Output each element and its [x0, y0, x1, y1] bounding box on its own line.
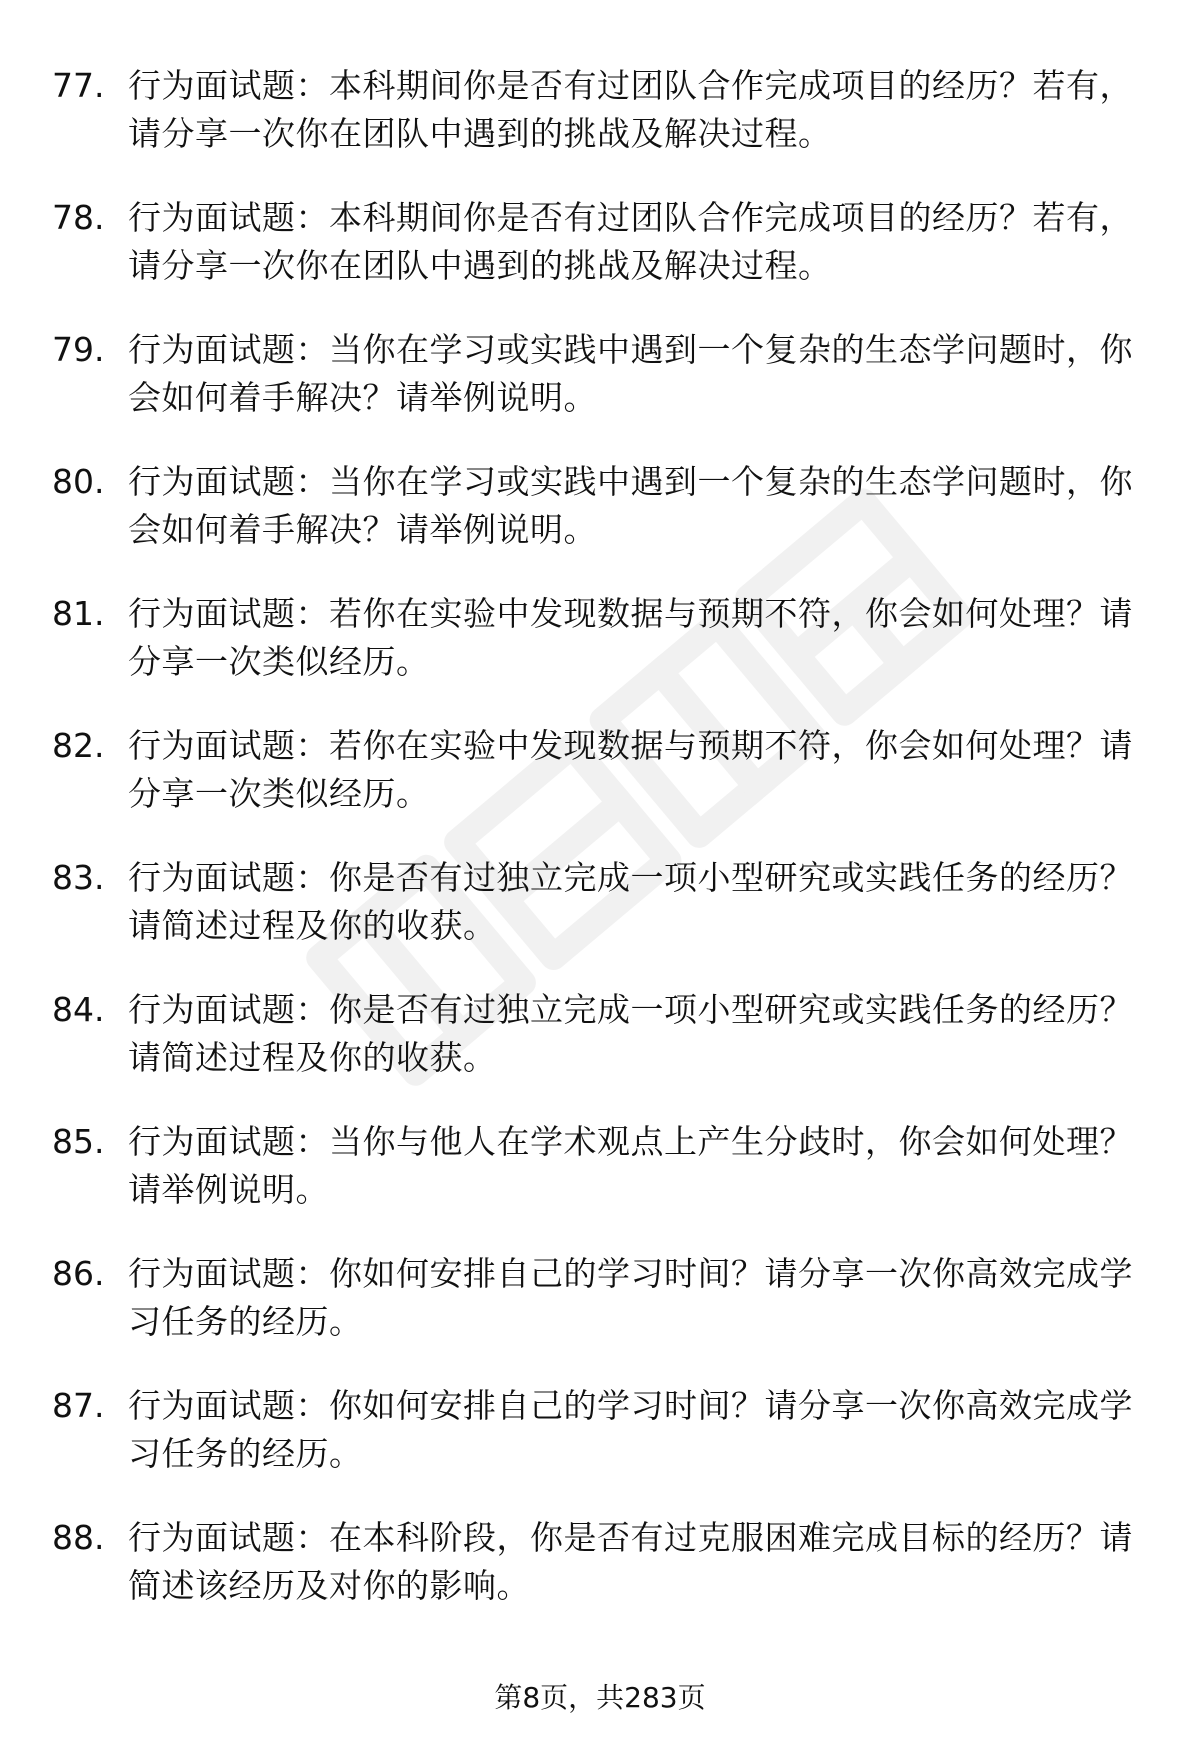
question-text: 行为面试题：当你在学习或实践中遇到一个复杂的生态学问题时，你会如何着手解决？请举例说明。	[128, 330, 1133, 417]
question-list	[0, 62, 1200, 1646]
list-item	[0, 1514, 1200, 1646]
page-number-footer: 第8页，共283页	[494, 1681, 706, 1714]
list-item	[0, 62, 1200, 194]
question-text: 行为面试题：若你在实验中发现数据与预期不符，你会如何处理？请分享一次类似经历。	[128, 726, 1133, 813]
question-text: 行为面试题：本科期间你是否有过团队合作完成项目的经历？若有，请分享一次你在团队中遇到的挑战及解决过程。	[128, 198, 1133, 285]
question-number: 78.	[52, 198, 105, 237]
question-text: 行为面试题：你如何安排自己的学习时间？请分享一次你高效完成学习任务的经历。	[128, 1386, 1133, 1473]
question-text: 行为面试题：若你在实验中发现数据与预期不符，你会如何处理？请分享一次类似经历。	[128, 594, 1133, 681]
question-number: 88.	[52, 1518, 105, 1557]
question-text: 行为面试题：你如何安排自己的学习时间？请分享一次你高效完成学习任务的经历。	[128, 1254, 1133, 1341]
question-number: 83.	[52, 858, 105, 897]
question-number: 77.	[52, 66, 105, 105]
list-item	[0, 1118, 1200, 1250]
list-item	[0, 722, 1200, 854]
question-text: 行为面试题：当你与他人在学术观点上产生分歧时，你会如何处理？请举例说明。	[128, 1122, 1133, 1209]
list-item	[0, 194, 1200, 326]
question-text: 行为面试题：本科期间你是否有过团队合作完成项目的经历？若有，请分享一次你在团队中遇到的挑战及解决过程。	[128, 66, 1133, 153]
list-item	[0, 458, 1200, 590]
list-item	[0, 1382, 1200, 1514]
question-text: 行为面试题：你是否有过独立完成一项小型研究或实践任务的经历？请简述过程及你的收获。	[128, 990, 1133, 1077]
question-number: 79.	[52, 330, 105, 369]
list-item	[0, 326, 1200, 458]
question-number: 84.	[52, 990, 105, 1029]
question-number: 87.	[52, 1386, 105, 1425]
question-number: 82.	[52, 726, 105, 765]
question-text: 行为面试题：当你在学习或实践中遇到一个复杂的生态学问题时，你会如何着手解决？请举例说明。	[128, 462, 1133, 549]
list-item	[0, 854, 1200, 986]
list-item	[0, 986, 1200, 1118]
question-number: 86.	[52, 1254, 105, 1293]
question-text: 行为面试题：在本科阶段，你是否有过克服困难完成目标的经历？请简述该经历及对你的影响。	[128, 1518, 1133, 1605]
question-number: 80.	[52, 462, 105, 501]
list-item	[0, 1250, 1200, 1382]
question-number: 81.	[52, 594, 105, 633]
list-item	[0, 590, 1200, 722]
question-text: 行为面试题：你是否有过独立完成一项小型研究或实践任务的经历？请简述过程及你的收获。	[128, 858, 1133, 945]
question-number: 85.	[52, 1122, 105, 1161]
